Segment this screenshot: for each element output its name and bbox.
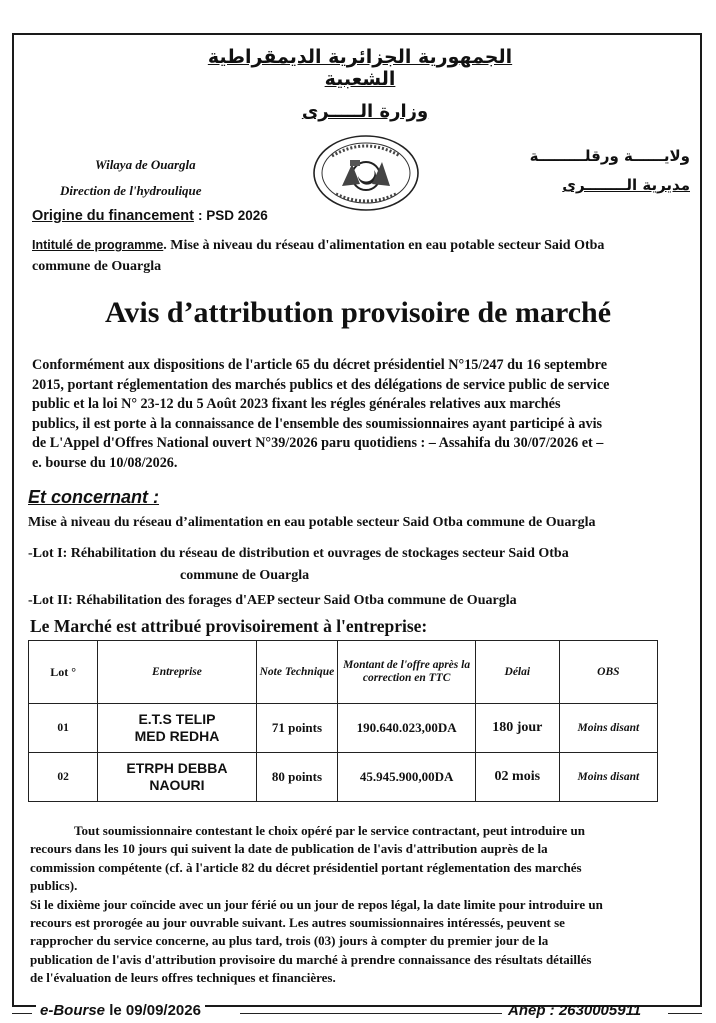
- intro-line: Conformément aux dispositions de l'article 65 du décret présidentiel N°15/247 du 16 septembre: [32, 357, 607, 373]
- award-table: [28, 640, 658, 802]
- footer-rule-left: [12, 1013, 32, 1014]
- company-name-line: NAOURI: [149, 777, 205, 793]
- lot-2-line: -Lot II: Réhabilitation des forages d'AEP secteur Said Otba commune de Ouargla: [28, 593, 517, 608]
- col-header-lot: Lot °: [29, 641, 98, 704]
- intro-line: publics, il est porte à la connaissance de l'ensemble des soumissionnaires ayant participé à avis: [32, 415, 603, 432]
- programme-value: . Mise à niveau du réseau d'alimentation en eau potable secteur Said Otba: [163, 238, 605, 253]
- ministry-title-ar: وزارة الـــــرى: [301, 101, 429, 122]
- cell-lot: 01: [29, 704, 98, 753]
- lot-1-line: -Lot I: Réhabilitation du réseau de distribution et ouvrages de stockages secteur Said Otba: [28, 546, 569, 561]
- cell-delay: 02 mois: [475, 753, 559, 802]
- intro-paragraph: [32, 356, 692, 473]
- lot-1-line-cont: commune de Ouargla: [180, 568, 310, 583]
- intro-line: de L'Appel d'Offres National ouvert N°39/2026 paru quotidiens : – Assahifa du 30/07/2026 et –: [32, 435, 604, 451]
- footer-date: le 09/09/2026: [109, 1002, 201, 1019]
- closing-line: publics).: [30, 878, 78, 894]
- closing-line: commission compétente (cf. à l'article 82 du décret présidentiel portant réglementation des marchés: [30, 859, 582, 875]
- cell-amount: 190.640.023,00DA: [338, 704, 476, 753]
- intro-line: public et la loi N° 23-12 du 5 Août 2023 fixant les régles générales relatives aux marchés: [32, 396, 561, 412]
- direction-ar: مديرية الــــــــرى: [562, 176, 690, 194]
- financing-label: Origine du financement: [32, 208, 194, 224]
- footer-rule-right: [668, 1013, 702, 1014]
- table-header-row: [29, 641, 658, 704]
- intro-line: 2015, portant réglementation des marchés publics et des délégations de service public de service: [32, 376, 610, 393]
- col-header-delay: Délai: [475, 641, 559, 704]
- financing-value: : PSD 2026: [197, 208, 268, 223]
- col-header-amount: Montant de l'offre après la correction en TTC: [338, 641, 476, 704]
- concernant-label: Et concernant :: [28, 487, 160, 507]
- closing-line: rapprocher du service concerne, au plus tard, trois (03) jours à compter du premier jour de la: [30, 933, 549, 949]
- col-header-obs: OBS: [559, 641, 657, 704]
- closing-line: Si le dixième jour coïncide avec un jour férié ou un jour de repos légal, la date limite pour introduire un: [30, 896, 603, 912]
- programme-value-cont: commune de Ouargla: [32, 259, 162, 274]
- cell-note: 80 points: [256, 753, 338, 802]
- republic-title-ar: الجمهورية الجزائرية الديمقراطية الشعبية: [207, 46, 513, 90]
- notice-title: Avis d’attribution provisoire de marché: [104, 296, 612, 329]
- closing-line: Tout soumissionnaire contestant le choix opéré par le service contractant, peut introduire un: [74, 823, 585, 838]
- closing-line: de l'évaluation de leurs offres techniques et financières.: [30, 970, 336, 986]
- col-header-note: Note Technique: [256, 641, 338, 704]
- cell-company: [98, 704, 256, 753]
- cell-obs: Moins disant: [559, 704, 657, 753]
- company-name-line: ETRPH DEBBA: [126, 760, 228, 776]
- cell-amount: 45.945.900,00DA: [338, 753, 476, 802]
- cell-obs: Moins disant: [559, 753, 657, 802]
- object-line: Mise à niveau du réseau d’alimentation en eau potable secteur Said Otba commune de Ouargla: [28, 515, 596, 530]
- closing-line: recours dans les 10 jours qui suivent la date de publication de l'avis d'attribution auprès de la: [30, 841, 548, 857]
- company-name-line: E.T.S TELIP: [138, 711, 216, 727]
- direction-fr: Direction de l'hydroulique: [60, 183, 202, 198]
- footer-rule-mid: [240, 1013, 502, 1014]
- table-row: [29, 753, 658, 802]
- closing-text: [30, 822, 692, 988]
- footer-source: [36, 1002, 205, 1019]
- col-header-company: Entreprise: [98, 641, 256, 704]
- intro-line: e. bourse du 10/08/2026.: [32, 454, 178, 471]
- footer-anep: Anep : 2630005911: [508, 1002, 642, 1019]
- company-name-line: MED REDHA: [134, 728, 220, 744]
- closing-line: publication de l'avis d'attribution provisoire du marché à prendre connaissance des résultats détaillés: [30, 951, 592, 967]
- programme-line: [32, 235, 692, 277]
- financing-line: [32, 208, 268, 224]
- cell-delay: 180 jour: [475, 704, 559, 753]
- awarded-heading: Le Marché est attribué provisoirement à l'entreprise:: [30, 616, 428, 636]
- cell-lot: 02: [29, 753, 98, 802]
- republic-seal-emblem: [312, 134, 420, 212]
- closing-line: recours est prorogée au jour ouvrable suivant. Les autres soumissionnaires intéressés, peuvent se: [30, 915, 565, 931]
- programme-label: Intitulé de programme: [32, 238, 164, 252]
- cell-company: [98, 753, 256, 802]
- footer-source-name: e-Bourse: [40, 1002, 106, 1019]
- table-row: [29, 704, 658, 753]
- wilaya-fr: Wilaya de Ouargla: [95, 157, 196, 172]
- wilaya-ar: ولايــــــة ورقلـــــــــة: [529, 147, 690, 165]
- cell-note: 71 points: [256, 704, 338, 753]
